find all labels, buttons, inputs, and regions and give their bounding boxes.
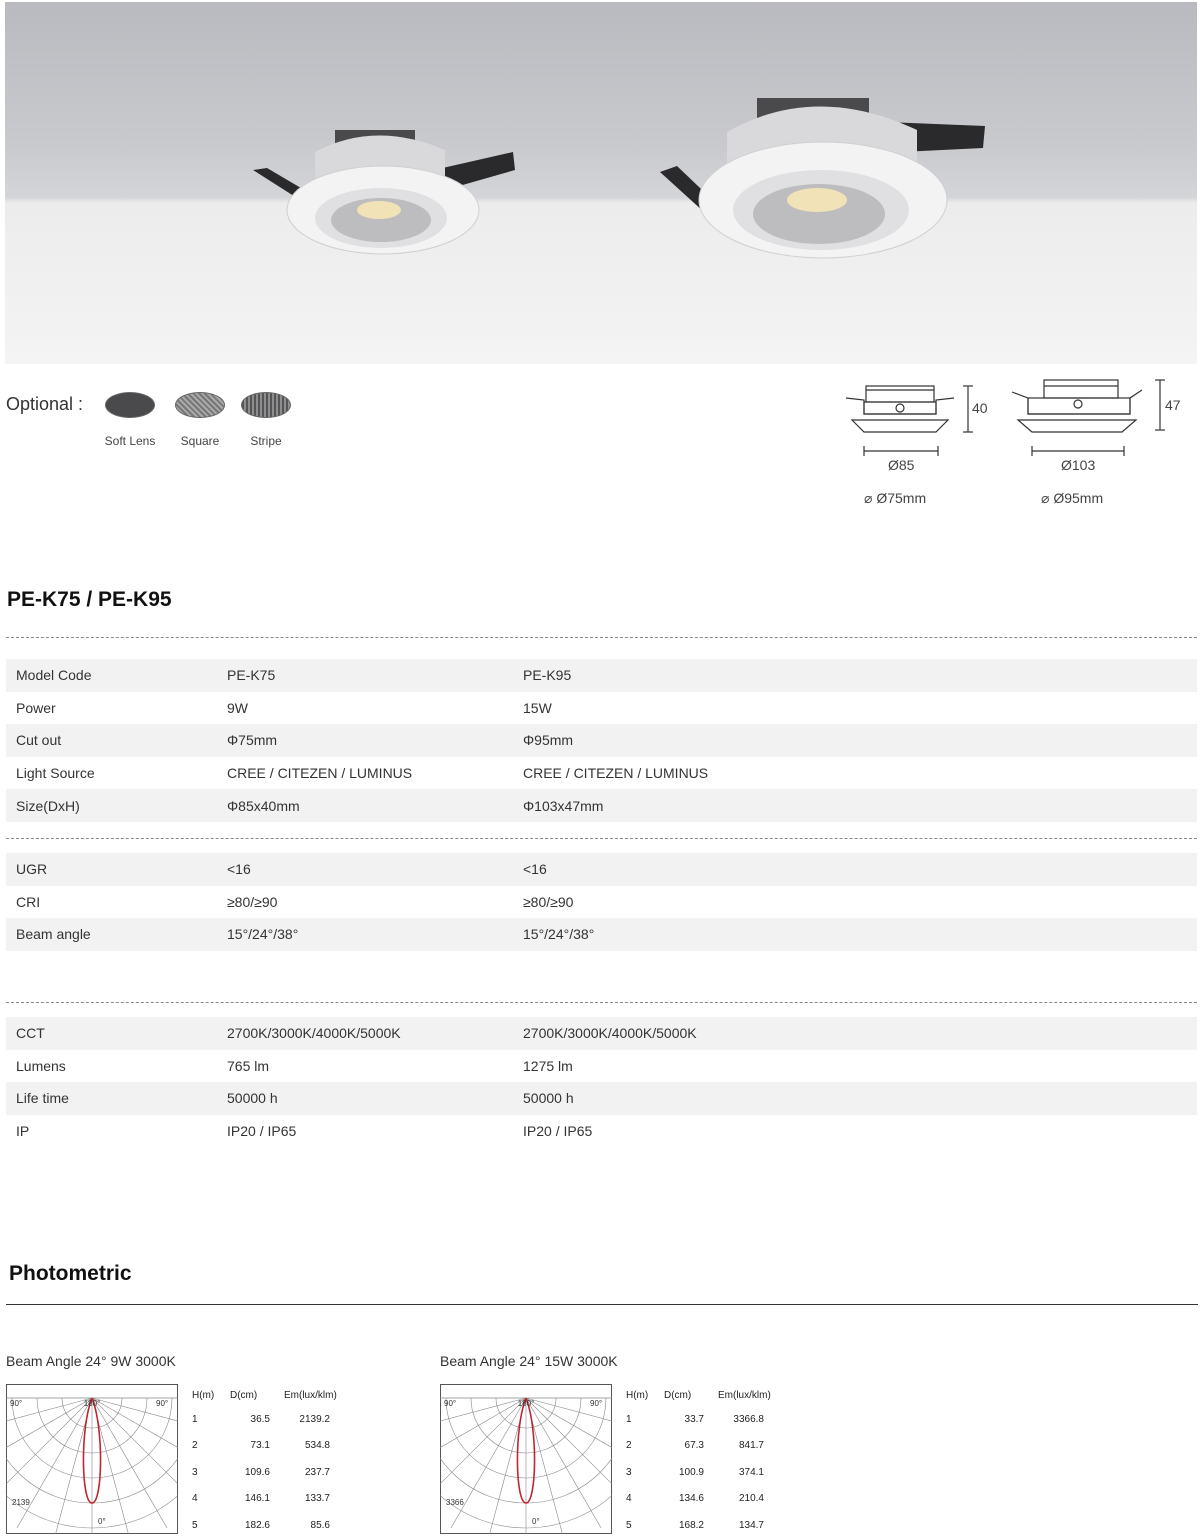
table-row [192,1459,344,1486]
cell-h: 2 [192,1440,198,1452]
table-row [192,1433,344,1460]
width-marker-large [1030,446,1126,456]
cell-e: 2139.2 [299,1413,330,1425]
spec-group-optics [6,853,1197,951]
spec-value-a: 9W [227,699,248,716]
table-row [626,1512,778,1539]
spec-value-a: CREE / CITEZEN / LUMINUS [227,765,413,782]
table-row [192,1512,344,1539]
spec-label: Lumens [16,1057,66,1074]
lens-option-soft [100,392,160,448]
col-header-h: H(m) [192,1389,215,1401]
photometric-title: Photometric [9,1262,132,1285]
angle-label-top: 180° [83,1399,101,1408]
cell-h: 1 [192,1413,198,1425]
spec-row [6,918,1197,951]
spec-value-b: Φ95mm [523,732,574,749]
spec-group-general [6,659,1197,822]
spec-label: CCT [16,1025,45,1042]
cell-h: 3 [626,1466,632,1478]
cell-d: 33.7 [684,1413,704,1425]
spec-label: IP [16,1123,30,1140]
spec-value-a: 765 lm [227,1057,270,1074]
product-hero-image [5,2,1197,364]
spec-value-a: 2700K/3000K/4000K/5000K [227,1025,401,1042]
stripe-lens-icon [241,392,291,418]
spec-value-b: Φ103x47mm [523,797,604,814]
chart-caption-15w: Beam Angle 24° 15W 3000K [440,1353,618,1369]
cell-d: 36.5 [250,1413,270,1425]
spec-row [6,724,1197,757]
cell-h: 5 [626,1519,632,1531]
spec-label: Model Code [16,667,92,684]
cell-e: 374.1 [738,1466,764,1478]
spec-row [6,853,1197,886]
angle-label-left: 90° [10,1399,23,1408]
cutout-small [864,490,926,507]
spec-value-b: PE-K95 [523,667,572,684]
lens-caption: Square [180,434,220,448]
cutout-large [1041,490,1103,507]
spec-value-a: 15°/24°/38° [227,926,299,943]
divider [6,1002,1197,1003]
dimension-drawing-small [840,378,960,440]
cell-d: 182.6 [244,1519,270,1531]
table-row [192,1406,344,1433]
spec-label: Beam angle [16,926,91,943]
spec-label: CRI [16,893,41,910]
cutout-value-small: Ø75mm [876,490,927,506]
cell-d: 146.1 [244,1493,270,1505]
polar-diagram-9w [6,1384,178,1534]
cell-d: 73.1 [250,1440,270,1452]
cell-h: 5 [192,1519,198,1531]
spec-value-b: 1275 lm [523,1057,573,1074]
angle-label-right: 90° [156,1399,169,1408]
spec-row [6,1115,1197,1148]
angle-label-left: 90° [444,1399,457,1408]
table-row [626,1433,778,1460]
peak-intensity-label: 3366 [446,1498,464,1507]
table-row [626,1486,778,1513]
lens-option-square [170,392,230,448]
spec-value-a: 50000 h [227,1090,278,1107]
spec-label: Power [16,699,56,716]
spec-value-a: ≥80/≥90 [227,893,278,910]
spec-value-b: ≥80/≥90 [523,893,574,910]
table-header [192,1384,344,1406]
spec-value-b: CREE / CITEZEN / LUMINUS [523,765,709,782]
spec-row [6,1017,1197,1050]
square-lens-icon [175,392,225,418]
spec-row [6,886,1197,919]
spec-value-b: 15W [523,699,552,716]
cell-e: 85.6 [310,1519,330,1531]
illuminance-table-9w [192,1384,344,1539]
cell-d: 100.9 [678,1466,704,1478]
polar-diagram-15w [440,1384,612,1534]
spec-row [6,692,1197,725]
peak-intensity-label: 2139 [12,1498,30,1507]
angle-label-top: 180° [517,1399,535,1408]
col-header-e: Em(lux/klm) [718,1389,771,1401]
cell-e: 534.8 [304,1440,330,1452]
spec-value-b: IP20 / IP65 [523,1123,593,1140]
cutout-value-large: Ø95mm [1053,490,1104,506]
table-header [626,1384,778,1406]
spec-value-b: <16 [523,861,547,878]
cell-e: 237.7 [304,1466,330,1478]
table-row [626,1406,778,1433]
spec-value-a: Φ85x40mm [227,797,300,814]
spec-label: Life time [16,1090,69,1107]
spec-value-b: 50000 h [523,1090,574,1107]
cell-d: 168.2 [678,1519,704,1531]
cutout-icon: ⌀ [864,490,873,506]
angle-label-right: 90° [590,1399,603,1408]
illuminance-table-15w [626,1384,778,1539]
spec-row [6,659,1197,692]
table-row [192,1486,344,1513]
cell-h: 4 [192,1493,198,1505]
lens-caption: Soft Lens [104,434,156,448]
spec-label: UGR [16,861,48,878]
spec-row [6,789,1197,822]
small-downlight [253,130,515,254]
soft-lens-icon [105,392,155,418]
spec-value-a: PE-K75 [227,667,276,684]
col-header-d: D(cm) [664,1389,692,1401]
spec-value-a: Φ75mm [227,732,278,749]
cutout-icon: ⌀ [1041,490,1050,506]
height-value-large: 47 [1165,397,1181,413]
chart-caption-9w: Beam Angle 24° 9W 3000K [6,1353,176,1369]
angle-label-bottom: 0° [532,1517,540,1526]
cell-e: 210.4 [738,1493,764,1505]
cell-h: 3 [192,1466,198,1478]
spec-label: Cut out [16,732,62,749]
width-marker-small [862,446,940,456]
diameter-value-large: Ø103 [1061,457,1096,473]
divider [6,838,1197,839]
spec-value-b: 2700K/3000K/4000K/5000K [523,1025,697,1042]
cell-d: 67.3 [684,1440,704,1452]
spec-row [6,1050,1197,1083]
cell-e: 134.7 [738,1519,764,1531]
spec-value-a: IP20 / IP65 [227,1123,297,1140]
col-header-d: D(cm) [230,1389,258,1401]
cell-h: 1 [626,1413,632,1425]
spec-row [6,1082,1197,1115]
dimension-drawing-large [1006,376,1146,438]
cell-h: 2 [626,1440,632,1452]
spec-value-a: <16 [227,861,251,878]
spec-label: Size(DxH) [16,797,80,814]
diameter-value-small: Ø85 [888,457,915,473]
col-header-h: H(m) [626,1389,649,1401]
cell-h: 4 [626,1493,632,1505]
table-row [626,1459,778,1486]
spec-value-b: 15°/24°/38° [523,926,595,943]
angle-label-bottom: 0° [98,1517,106,1526]
height-value-small: 40 [972,400,988,416]
section-rule [6,1304,1198,1305]
lens-caption: Stripe [250,434,282,448]
cell-d: 109.6 [244,1466,270,1478]
downlight-render [5,2,1197,364]
cell-e: 133.7 [304,1493,330,1505]
large-downlight [660,98,985,258]
optional-label: Optional : [6,394,84,414]
divider [6,637,1197,638]
cell-e: 3366.8 [733,1413,764,1425]
model-title: PE-K75 / PE-K95 [7,588,172,611]
col-header-e: Em(lux/klm) [284,1389,337,1401]
spec-row [6,757,1197,790]
lens-option-stripe [236,392,296,448]
spec-group-performance [6,1017,1197,1147]
cell-d: 134.6 [678,1493,704,1505]
cell-e: 841.7 [738,1440,764,1452]
spec-label: Light Source [16,765,95,782]
